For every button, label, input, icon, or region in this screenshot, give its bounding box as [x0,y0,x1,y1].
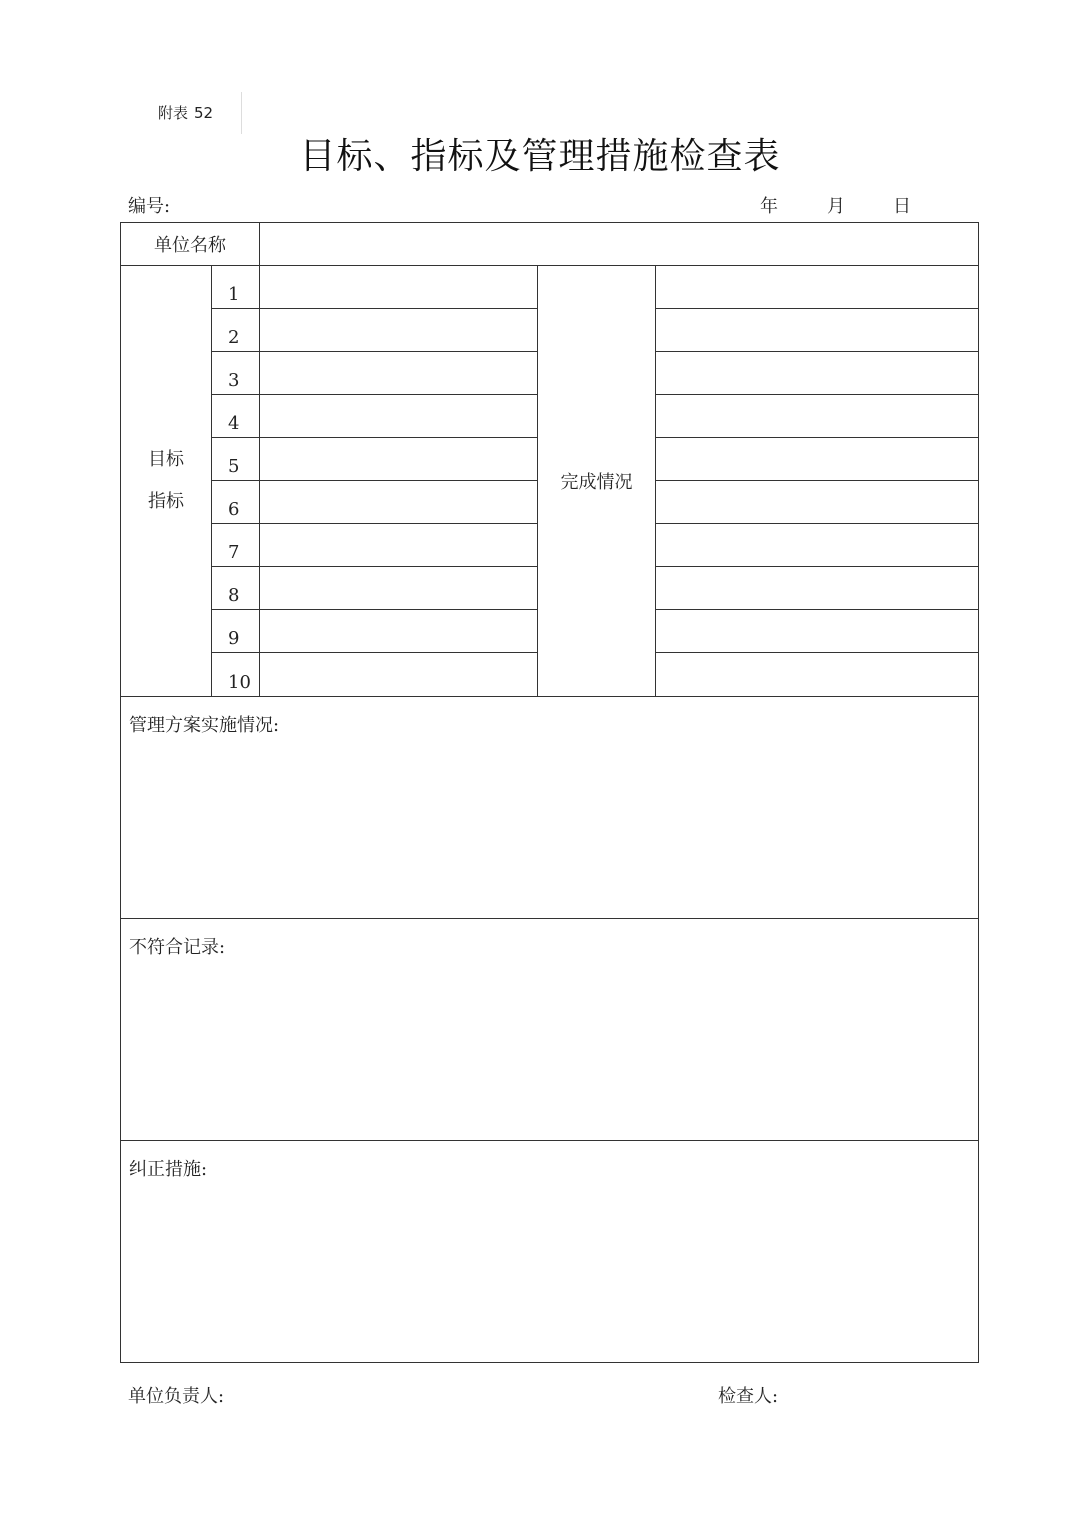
completion-field[interactable] [656,524,979,567]
target-field[interactable] [260,653,538,697]
row-number: 8 [212,567,260,610]
target-field[interactable] [260,438,538,481]
row-number: 10 [212,653,260,697]
target-label-line2: 指标 [148,491,184,512]
corrective-action-label: 纠正措施: [129,1159,208,1180]
nonconformity-row [121,919,979,1141]
implementation-field[interactable] [121,697,979,919]
target-field[interactable] [260,567,538,610]
row-number: 2 [212,309,260,352]
row-number: 6 [212,481,260,524]
corrective-row [121,1141,979,1363]
target-field[interactable] [260,524,538,567]
target-field[interactable] [260,266,538,309]
implementation-row [121,697,979,919]
completion-field[interactable] [656,395,979,438]
row-number: 4 [212,395,260,438]
target-field[interactable] [260,352,538,395]
target-field[interactable] [260,481,538,524]
date-month-label: 月 [827,196,845,217]
inspector-label: 检查人: [718,1386,779,1407]
serial-label: 编号: [128,196,171,217]
completion-field[interactable] [656,266,979,309]
date-day-label: 日 [893,196,911,217]
completion-field[interactable] [656,352,979,395]
inspection-form-table [120,222,979,1363]
unit-name-field[interactable] [260,223,979,266]
row-number: 5 [212,438,260,481]
annex-number: 52 [194,104,214,122]
row-number: 7 [212,524,260,567]
unit-name-label: 单位名称 [121,223,260,266]
target-field[interactable] [260,395,538,438]
nonconformity-field[interactable] [121,919,979,1141]
completion-field[interactable] [656,309,979,352]
annex-label [158,102,213,123]
row-number: 9 [212,610,260,653]
nonconformity-label: 不符合记录: [129,937,226,958]
unit-head-label: 单位负责人: [128,1386,225,1407]
completion-field[interactable] [656,610,979,653]
implementation-label: 管理方案实施情况: [129,715,280,736]
unit-name-row [121,223,979,266]
corrective-action-field[interactable] [121,1141,979,1363]
target-field[interactable] [260,309,538,352]
completion-label: 完成情况 [538,266,656,697]
row-number: 1 [212,266,260,309]
completion-field[interactable] [656,481,979,524]
page-title: 目标、指标及管理措施检查表 [299,136,781,177]
target-field[interactable] [260,610,538,653]
target-indicator-label [121,266,212,697]
target-row [121,266,979,309]
completion-field[interactable] [656,438,979,481]
row-number: 3 [212,352,260,395]
target-label-line1: 目标 [148,449,184,470]
completion-field[interactable] [656,567,979,610]
completion-field[interactable] [656,653,979,697]
annex-label-text: 附表 [158,104,189,122]
date-year-label: 年 [760,196,778,217]
